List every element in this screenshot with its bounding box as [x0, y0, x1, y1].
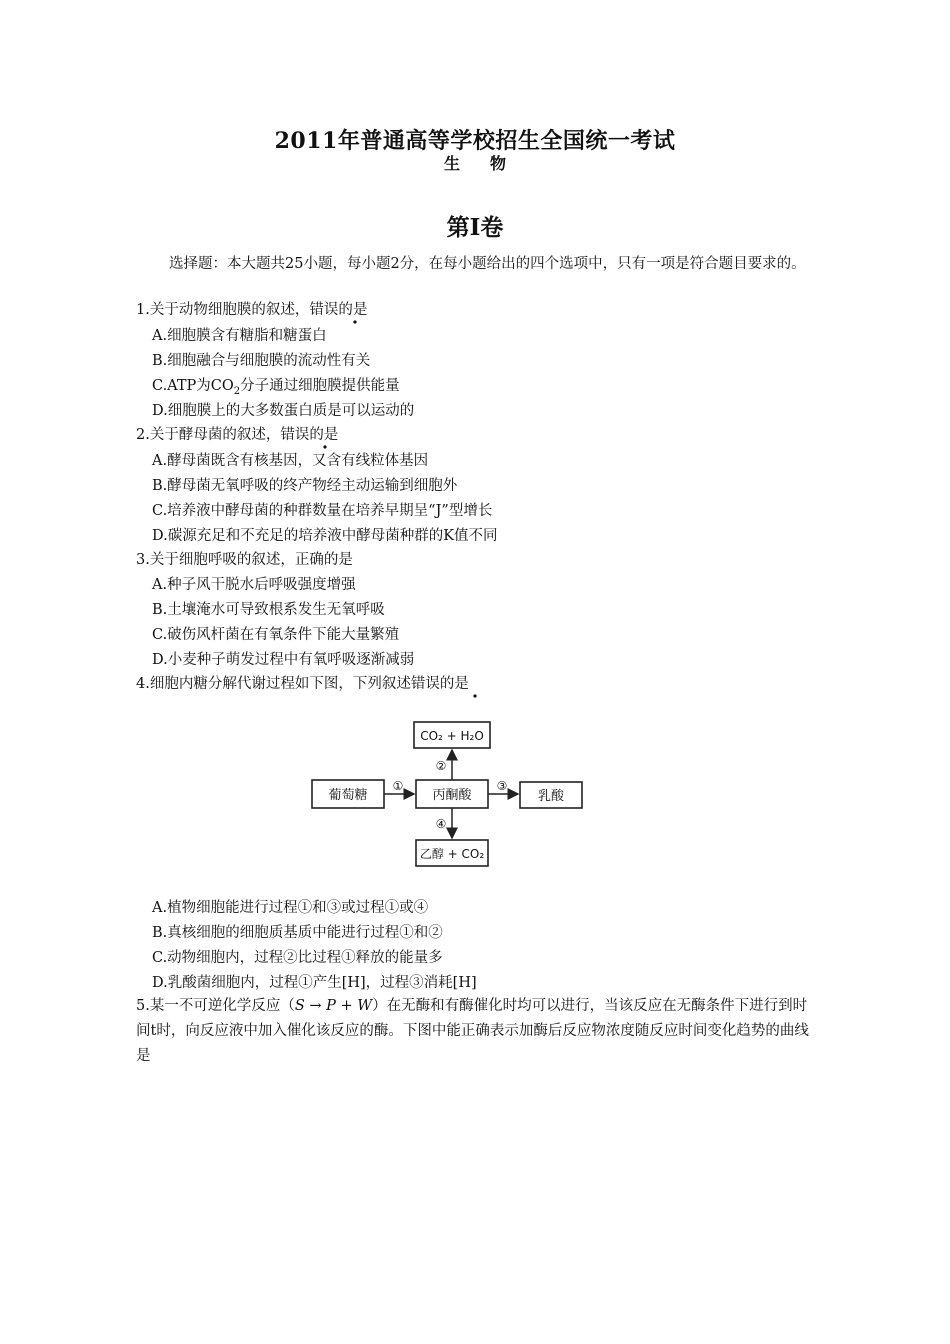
step-1-label: ① [392, 779, 404, 793]
question-5-stem: 5.某一不可逆化学反应（S → P + W）在无酶和有酶催化时均可以进行，当该反应在无酶条件下进行到时间t时，向反应液中加入催化该反应的酶。下图中能正确表示加酶后反应物浓度随反应时间变化趋势的曲线是 [136, 998, 809, 1064]
pyruvate-label: 丙酮酸 [432, 788, 472, 803]
question-2-option-b: B.酵母菌无氧呼吸的终产物经主动运输到细胞外 [152, 478, 458, 494]
step-2-label: ② [435, 759, 447, 773]
exam-subject: 生物 [443, 154, 536, 173]
emphasis-dot [353, 320, 356, 323]
glucose-label: 葡萄糖 [328, 788, 368, 803]
question-3-option-a: A.种子风干脱水后呼吸强度增强 [152, 577, 356, 593]
exam-title: 2011年普通高等学校招生全国统一考试 [274, 128, 676, 154]
question-3-option-d: D.小麦种子萌发过程中有氧呼吸逐渐减弱 [152, 652, 415, 668]
question-4-option-b: B.真核细胞的细胞质基质中能进行过程①和② [152, 925, 443, 941]
emphasis-dot [323, 445, 326, 448]
question-1-option-d: D.细胞膜上的大多数蛋白质是可以运动的 [152, 403, 415, 419]
question-2-option-d: D.碳源充足和不充足的培养液中酵母菌种群的K值不同 [152, 528, 498, 544]
question-4-option-c: C.动物细胞内，过程②比过程①释放的能量多 [152, 950, 443, 966]
question-4-option-a: A.植物细胞能进行过程①和③或过程①或④ [152, 900, 429, 916]
question-2-option-a: A.酵母菌既含有核基因，又含有线粒体基因 [152, 453, 429, 469]
ethanol-co2-label: 乙醇 + CO₂ [419, 847, 485, 861]
question-2-stem: 2.关于酵母菌的叙述，错误的是 [136, 427, 339, 443]
volume-heading: 第I卷 [446, 214, 504, 241]
lactate-label: 乳酸 [537, 789, 565, 804]
co2-h2o-label: CO₂ + H₂O [420, 729, 484, 743]
question-1-option-a: A.细胞膜含有糖脂和糖蛋白 [152, 328, 327, 344]
question-1-option-c: C.ATP为$CO_2$分子通过细胞膜提供能量 [152, 378, 400, 397]
question-1-option-b: B.细胞融合与细胞膜的流动性有关 [152, 353, 371, 369]
question-2-option-c: C.培养液中酵母菌的种群数量在培养早期呈“J”型增长 [152, 503, 493, 519]
emphasis-dot [473, 694, 476, 697]
reaction-formula: S → P + W [294, 998, 373, 1014]
step-3-label: ③ [496, 779, 508, 793]
question-3-option-c: C.破伤风杆菌在有氧条件下能大量繁殖 [152, 627, 400, 643]
question-4-stem: 4.细胞内糖分解代谢过程如下图，下列叙述错误的是 [136, 676, 469, 692]
question-3-option-b: B.土壤淹水可导致根系发生无氧呼吸 [152, 602, 385, 618]
step-4-label: ④ [435, 817, 447, 831]
question-1-stem: 1.关于动物细胞膜的叙述，错误的是 [136, 302, 368, 318]
question-3-stem: 3.关于细胞呼吸的叙述，正确的是 [136, 552, 353, 568]
emphasis-dots: 错误 [309, 302, 339, 318]
question-4-option-d: D.乳酸菌细胞内，过程①产生[H]，过程③消耗[H] [152, 975, 477, 991]
section-instructions: 选择题：本大题共25小题，每小题2分，在每小题给出的四个选项中，只有一项是符合题目要求的。 [169, 256, 806, 272]
glycolysis-diagram [308, 716, 608, 876]
